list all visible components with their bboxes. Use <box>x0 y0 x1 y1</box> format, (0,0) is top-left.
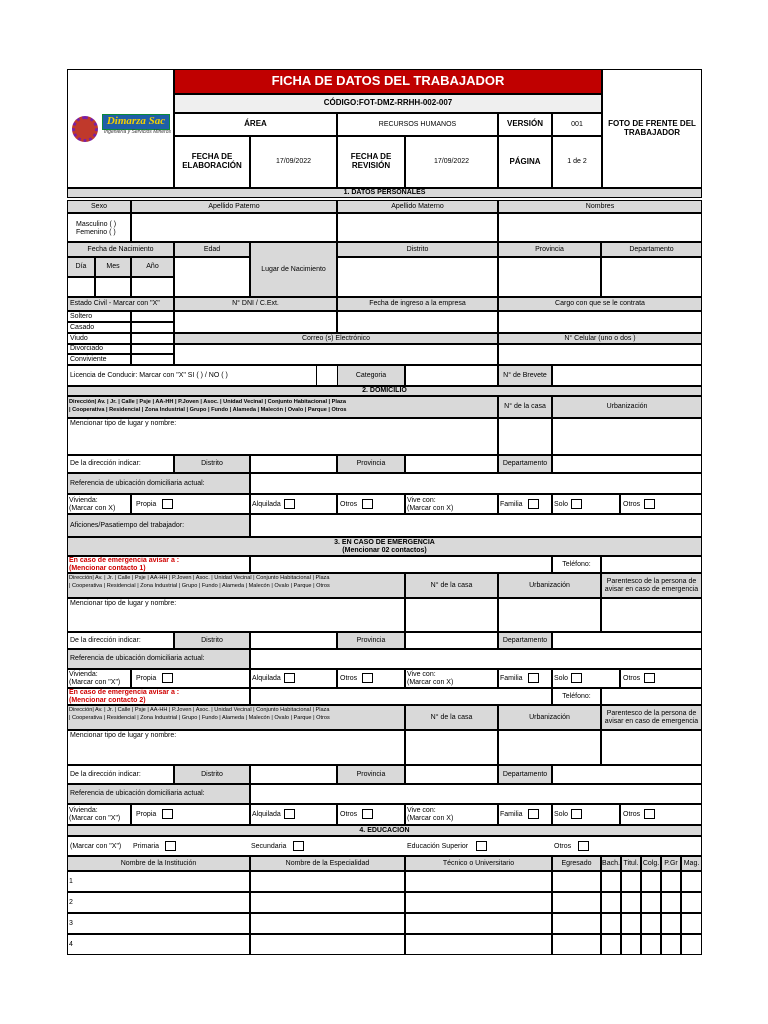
edu-superior-label: Educación Superior <box>407 843 469 850</box>
casado-label: Casado <box>67 322 131 333</box>
edu-row-2-cell-7[interactable] <box>641 892 661 913</box>
c1-propia-label: Propia <box>136 675 157 682</box>
contacto1-name-field[interactable] <box>250 556 552 573</box>
correo-header: Correo (s) Electrónico <box>174 333 498 344</box>
c2-solo-checkbox[interactable] <box>571 809 582 819</box>
dom-mencionar-field[interactable]: Mencionar tipo de lugar y nombre: <box>67 418 498 455</box>
edu-row-3-institucion[interactable] <box>67 913 250 934</box>
company-logo <box>72 114 170 144</box>
edu-row-1-cell-7[interactable] <box>641 871 661 892</box>
dom-provincia-field[interactable] <box>405 455 498 473</box>
c2-dir-line2: | Cooperativa | Residencial | Zona Industrial | Grupo | Fundo | Alameda | Malecón | Ovalo | Parque | Otros <box>69 715 330 721</box>
apellido-paterno-header: Apellido Paterno <box>131 200 337 213</box>
dom-otros <box>337 494 405 514</box>
c2-parentesco-field[interactable] <box>601 730 702 765</box>
c2-provincia-field[interactable] <box>405 765 498 784</box>
c2-solo-label: Solo <box>554 811 569 818</box>
c2-propia <box>131 804 250 825</box>
c2-parentesco-header: Parentesco de la persona de avisar en caso de emergencia <box>601 705 702 730</box>
edu-marcar-text: (Marcar con "X") <box>70 843 122 850</box>
c1-urbanizacion-header: Urbanización <box>498 573 601 598</box>
edu-row-2-institucion[interactable] <box>67 892 250 913</box>
section-emergencia-title <box>67 537 702 556</box>
femenino-option[interactable]: Femenino ( ) <box>76 229 116 236</box>
divorciado-check[interactable] <box>131 344 174 354</box>
dom-vive-marcar-text: (Marcar con X) <box>407 505 454 512</box>
dom-urbanizacion-field[interactable] <box>552 418 702 455</box>
nombres-header: Nombres <box>498 200 702 213</box>
c1-parentesco-field[interactable] <box>601 598 702 632</box>
c1-mencionar-field[interactable]: Mencionar tipo de lugar y nombre: <box>67 598 405 632</box>
mes-field[interactable] <box>95 277 131 297</box>
dom-solo-label: Solo <box>554 501 569 508</box>
c2-distrito-label: Distrito <box>174 765 250 784</box>
edu-secundaria-checkbox[interactable] <box>293 841 304 851</box>
logo-banner: Dimarza Sac <box>102 114 170 130</box>
emergencia-title: 3. EN CASO DE EMERGENCIA <box>334 538 435 546</box>
c1-referencia-field[interactable] <box>250 649 702 669</box>
edu-titul-header: Titul. <box>621 856 641 871</box>
c2-vivienda <box>67 804 131 825</box>
dom-otros2 <box>620 494 702 514</box>
edu-row-2-cell-2[interactable] <box>250 892 405 913</box>
c1-dir-line1: Dirección| Av. | Jr. | Calle | Psje | AA-HH | P.Joven | Asoc. | Unidad Vecinal | Conjunto Habitacional | Plaza <box>69 575 330 581</box>
c1-dir-line2: | Cooperativa | Residencial | Zona Industrial | Grupo | Fundo | Alameda | Malecón | Ovalo | Parque | Otros <box>69 583 330 589</box>
c2-vive-marcar-text: (Marcar con X) <box>407 815 454 822</box>
departamento-field[interactable] <box>601 257 702 297</box>
c1-departamento-field[interactable] <box>552 632 702 649</box>
fecha-ingreso-field[interactable] <box>337 311 498 333</box>
c1-propia <box>131 669 250 688</box>
c2-nro-casa-header: N° de la casa <box>405 705 498 730</box>
soltero-check[interactable] <box>131 311 174 322</box>
c1-solo-label: Solo <box>554 675 569 682</box>
viudo-check[interactable] <box>131 333 174 344</box>
edu-row-number: 3 <box>69 920 73 927</box>
dom-propia-label: Propia <box>136 501 157 508</box>
c2-familia-label: Familia <box>500 811 523 818</box>
edu-row-1-cell-3[interactable] <box>405 871 552 892</box>
dom-alquilada <box>250 494 337 514</box>
area-label: ÁREA <box>174 113 337 136</box>
c2-propia-checkbox[interactable] <box>162 809 173 819</box>
logo-cell <box>67 69 174 188</box>
nombres-field[interactable] <box>498 213 702 242</box>
c2-nro-casa-field[interactable] <box>405 730 498 765</box>
celular-field[interactable] <box>498 344 702 365</box>
contacto1-line1: En caso de emergencia avisar a : <box>69 557 180 564</box>
edu-secundaria-label: Secundaria <box>251 843 287 850</box>
form-code: CÓDIGO:FOT-DMZ-RRHH-002-007 <box>174 94 602 113</box>
dom-referencia-label: Referencia de ubicación domiciliaria actual: <box>67 473 250 494</box>
dom-otros-label: Otros <box>340 501 358 508</box>
c1-otros2 <box>620 669 702 688</box>
c1-vivienda-text: Vivienda: <box>69 671 98 678</box>
edu-row-4-institucion[interactable] <box>67 934 250 955</box>
c1-referencia-label: Referencia de ubicación domiciliaria actual: <box>67 649 250 669</box>
c1-otros2-checkbox[interactable] <box>644 673 655 683</box>
c2-familia-checkbox[interactable] <box>528 809 539 819</box>
c1-provincia-field[interactable] <box>405 632 498 649</box>
c2-otros-checkbox[interactable] <box>362 809 373 819</box>
c2-referencia-field[interactable] <box>250 784 702 804</box>
edu-primaria-label: Primaria <box>133 843 160 850</box>
c2-de-la-dir: De la dirección indicar: <box>67 765 174 784</box>
dom-vivienda-text: Vivienda: <box>69 497 98 504</box>
edu-row-3-cell-4[interactable] <box>552 913 601 934</box>
edu-tecnico-header: Técnico o Universitario <box>405 856 552 871</box>
dni-field[interactable] <box>174 311 337 333</box>
aficiones-label: Aficiones/Pasatiempo del trabajador: <box>67 514 250 537</box>
contacto2-telefono-label: Teléfono: <box>552 688 601 705</box>
dom-departamento-label: Departamento <box>498 455 552 473</box>
dom-nro-casa-field[interactable] <box>498 418 552 455</box>
section-domicilio-title: 2. DOMICILIO <box>67 386 702 396</box>
dom-marcar-text: (Marcar con X) <box>69 505 116 512</box>
dir-types-line1: Dirección| Av. | Jr. | Calle | Psje | AA-HH | P.Joven | Asoc. | Unidad Vecinal | Conjunto Habitacional | Plaza <box>69 399 346 405</box>
edu-row-2-cell-3[interactable] <box>405 892 552 913</box>
c2-departamento-label: Departamento <box>498 765 552 784</box>
dom-distrito-label: Distrito <box>174 455 250 473</box>
c1-distrito-label: Distrito <box>174 632 250 649</box>
edu-row-1-cell-2[interactable] <box>250 871 405 892</box>
dni-header: N° DNI / C.Ext. <box>174 297 337 311</box>
celular-header: N° Celular (uno o dos ) <box>498 333 702 344</box>
sexo-field[interactable] <box>67 213 131 242</box>
edu-levels <box>67 836 702 856</box>
c2-vive-con-text: Vive con: <box>407 807 436 814</box>
lugar-nac-label: Lugar de Nacimiento <box>250 242 337 297</box>
contacto2-label <box>67 688 250 705</box>
fecha-nac-header: Fecha de Nacimiento <box>67 242 174 257</box>
edu-row-4-cell-9[interactable] <box>681 934 702 955</box>
edu-row-1-cell-5[interactable] <box>601 871 621 892</box>
dom-propia <box>131 494 250 514</box>
c1-urbanizacion-field[interactable] <box>498 598 601 632</box>
edu-row-4-cell-2[interactable] <box>250 934 405 955</box>
c2-dir-line1: Dirección| Av. | Jr. | Calle | Psje | AA-HH | P.Joven | Asoc. | Unidad Vecinal | Conjunto Habitacional | Plaza <box>69 707 330 713</box>
licencia-spacer <box>317 365 337 386</box>
dia-field[interactable] <box>67 277 95 297</box>
edu-mag-header: Mag. <box>681 856 702 871</box>
edu-superior-checkbox[interactable] <box>476 841 487 851</box>
edu-colg-header: Colg. <box>641 856 661 871</box>
edu-bach-header: Bach. <box>601 856 621 871</box>
edu-row-number: 1 <box>69 878 73 885</box>
c2-alquilada <box>250 804 337 825</box>
edu-otros-label: Otros <box>554 843 572 850</box>
divorciado-label: Divorciado <box>67 344 131 354</box>
version-value: 001 <box>552 113 602 136</box>
edu-row-4-cell-6[interactable] <box>621 934 641 955</box>
edu-row-1-cell-9[interactable] <box>681 871 702 892</box>
c2-marcar-text: (Marcar con "X") <box>69 815 121 822</box>
nro-casa-header: N° de la casa <box>498 396 552 418</box>
dom-solo-checkbox[interactable] <box>571 499 582 509</box>
c1-vivienda <box>67 669 131 688</box>
edu-row-3-cell-5[interactable] <box>601 913 621 934</box>
c1-dir-types <box>67 573 405 598</box>
edu-row-1-cell-4[interactable] <box>552 871 601 892</box>
c1-provincia-label: Provincia <box>337 632 405 649</box>
dom-referencia-field[interactable] <box>250 473 702 494</box>
dom-alquilada-checkbox[interactable] <box>284 499 295 509</box>
mes-header: Mes <box>95 257 131 277</box>
dom-provincia-label: Provincia <box>337 455 405 473</box>
dom-alquilada-label: Alquilada <box>252 501 281 508</box>
c1-vive-con <box>405 669 498 688</box>
c2-vive-con <box>405 804 498 825</box>
section-personal-title: 1. DATOS PERSONALES <box>67 188 702 198</box>
edu-row-3-cell-3[interactable] <box>405 913 552 934</box>
edu-row-3-cell-9[interactable] <box>681 913 702 934</box>
cargo-field[interactable] <box>498 311 702 333</box>
c1-distrito-field[interactable] <box>250 632 337 649</box>
emergencia-subtitle: (Mencionar 02 contactos) <box>342 546 427 554</box>
departamento-header: Departamento <box>601 242 702 257</box>
apellido-materno-header: Apellido Materno <box>337 200 498 213</box>
c2-referencia-label: Referencia de ubicación domiciliaria actual: <box>67 784 250 804</box>
c1-alquilada <box>250 669 337 688</box>
c2-alquilada-label: Alquilada <box>252 811 281 818</box>
edu-row-1-cell-8[interactable] <box>661 871 681 892</box>
c1-marcar-text: (Marcar con "X") <box>69 679 121 686</box>
fecha-ingreso-header: Fecha de ingreso a la empresa <box>337 297 498 311</box>
c2-alquilada-checkbox[interactable] <box>284 809 295 819</box>
c1-nro-casa-header: N° de la casa <box>405 573 498 598</box>
contacto1-line2: (Mencionar contacto 1) <box>69 565 146 572</box>
edu-row-2-cell-4[interactable] <box>552 892 601 913</box>
distrito-field[interactable] <box>337 257 498 297</box>
edu-row-4-cell-4[interactable] <box>552 934 601 955</box>
contacto1-label <box>67 556 250 573</box>
dom-familia-checkbox[interactable] <box>528 499 539 509</box>
c2-mencionar-field[interactable]: Mencionar tipo de lugar y nombre: <box>67 730 405 765</box>
dom-de-la-dir: De la dirección indicar: <box>67 455 174 473</box>
edu-pgr-header: P.Gr <box>661 856 681 871</box>
c1-parentesco-header: Parentesco de la persona de avisar en caso de emergencia <box>601 573 702 598</box>
c2-otros <box>337 804 405 825</box>
c2-otros-label: Otros <box>340 811 358 818</box>
dom-familia-label: Familia <box>500 501 523 508</box>
dom-vive-con-text: Vive con: <box>407 497 436 504</box>
edu-especialidad-header: Nombre de la Especialidad <box>250 856 405 871</box>
dia-header: Día <box>67 257 95 277</box>
c1-solo <box>552 669 620 688</box>
c1-familia-label: Familia <box>500 675 523 682</box>
c1-solo-checkbox[interactable] <box>571 673 582 683</box>
c1-otros <box>337 669 405 688</box>
edu-row-3-cell-2[interactable] <box>250 913 405 934</box>
edu-row-number: 2 <box>69 899 73 906</box>
dom-vive-con <box>405 494 498 514</box>
edu-row-2-cell-5[interactable] <box>601 892 621 913</box>
edu-row-number: 4 <box>69 941 73 948</box>
elab-label: FECHA DE ELABORACIÓN <box>174 136 250 188</box>
dom-propia-checkbox[interactable] <box>162 499 173 509</box>
photo-box: FOTO DE FRENTE DEL TRABAJADOR <box>602 69 702 188</box>
apellido-materno-field[interactable] <box>337 213 498 242</box>
dom-otros-checkbox[interactable] <box>362 499 373 509</box>
contacto1-telefono-label: Teléfono: <box>552 556 601 573</box>
page-label: PÁGINA <box>498 136 552 188</box>
c2-familia <box>498 804 552 825</box>
dom-vivienda-label <box>67 494 131 514</box>
page-value: 1 de 2 <box>552 136 602 188</box>
c2-urbanizacion-field[interactable] <box>498 730 601 765</box>
c1-propia-checkbox[interactable] <box>162 673 173 683</box>
edu-row-3-cell-6[interactable] <box>621 913 641 934</box>
dir-types <box>67 396 498 418</box>
provincia-field[interactable] <box>498 257 601 297</box>
edu-row-3-cell-7[interactable] <box>641 913 661 934</box>
logo-subtitle: Ingeniería y Servicios Mineros <box>104 129 171 135</box>
c2-provincia-label: Provincia <box>337 765 405 784</box>
cargo-header: Cargo con que se le contrata <box>498 297 702 311</box>
categoria-field[interactable] <box>405 365 498 386</box>
urbanizacion-header: Urbanización <box>552 396 702 418</box>
estado-civil-header: Estado Civil - Marcar con "X" <box>67 297 174 311</box>
provincia-header: Provincia <box>498 242 601 257</box>
anio-header: Año <box>131 257 174 277</box>
dom-distrito-field[interactable] <box>250 455 337 473</box>
c1-otros-label: Otros <box>340 675 358 682</box>
rev-value: 17/09/2022 <box>405 136 498 188</box>
c1-alquilada-checkbox[interactable] <box>284 673 295 683</box>
brevete-label: N° de Brevete <box>498 365 552 386</box>
c2-vivienda-text: Vivienda: <box>69 807 98 814</box>
dir-types-line2: | Cooperativa | Residencial | Zona Industrial | Grupo | Fundo | Alameda | Malecón | Ovalo | Parque | Otros <box>69 407 347 413</box>
contacto2-line1: En caso de emergencia avisar a : <box>69 689 180 696</box>
edu-institucion-header: Nombre de la Institución <box>67 856 250 871</box>
c2-otros2 <box>620 804 702 825</box>
c2-distrito-field[interactable] <box>250 765 337 784</box>
c1-departamento-label: Departamento <box>498 632 552 649</box>
c1-alquilada-label: Alquilada <box>252 675 281 682</box>
rev-label: FECHA DE REVISIÓN <box>337 136 405 188</box>
edu-row-4-cell-7[interactable] <box>641 934 661 955</box>
categoria-label: Categoria <box>337 365 405 386</box>
c2-otros2-checkbox[interactable] <box>644 809 655 819</box>
correo-field[interactable] <box>174 344 498 365</box>
licencia-label: Licencia de Conducir: Marcar con "X" SI ( ) / NO ( ) <box>67 365 317 386</box>
dom-familia <box>498 494 552 514</box>
edu-row-4-cell-3[interactable] <box>405 934 552 955</box>
form-title: FICHA DE DATOS DEL TRABAJADOR <box>174 69 602 94</box>
contacto2-telefono-field[interactable] <box>601 688 702 705</box>
edu-row-4-cell-8[interactable] <box>661 934 681 955</box>
c1-familia-checkbox[interactable] <box>528 673 539 683</box>
conviviente-label: Conviviente <box>67 354 131 365</box>
contacto2-line2: (Mencionar contacto 2) <box>69 697 146 704</box>
edu-egresado-header: Egresado <box>552 856 601 871</box>
c2-urbanizacion-header: Urbanización <box>498 705 601 730</box>
aficiones-field[interactable] <box>250 514 702 537</box>
c1-familia <box>498 669 552 688</box>
brevete-field[interactable] <box>552 365 702 386</box>
conviviente-check[interactable] <box>131 354 174 365</box>
edu-primaria-checkbox[interactable] <box>165 841 176 851</box>
area-value: RECURSOS HUMANOS <box>337 113 498 136</box>
distrito-header: Distrito <box>337 242 498 257</box>
edad-field[interactable] <box>174 257 250 297</box>
c1-vive-con-text: Vive con: <box>407 671 436 678</box>
c1-otros-checkbox[interactable] <box>362 673 373 683</box>
edu-otros-checkbox[interactable] <box>578 841 589 851</box>
dom-otros2-label: Otros <box>623 501 641 508</box>
edu-row-2-cell-6[interactable] <box>621 892 641 913</box>
edad-header: Edad <box>174 242 250 257</box>
edu-row-2-cell-8[interactable] <box>661 892 681 913</box>
edu-row-3-cell-8[interactable] <box>661 913 681 934</box>
section-educacion-title: 4. EDUCACIÓN <box>67 825 702 836</box>
soltero-label: Soltero <box>67 311 131 322</box>
c2-otros2-label: Otros <box>623 811 641 818</box>
c2-propia-label: Propia <box>136 811 157 818</box>
contacto2-name-field[interactable] <box>250 688 552 705</box>
edu-row-4-cell-5[interactable] <box>601 934 621 955</box>
edu-row-1-institucion[interactable] <box>67 871 250 892</box>
dom-otros2-checkbox[interactable] <box>644 499 655 509</box>
c2-solo <box>552 804 620 825</box>
c2-dir-types <box>67 705 405 730</box>
casado-check[interactable] <box>131 322 174 333</box>
apellido-paterno-field[interactable] <box>131 213 337 242</box>
masculino-option[interactable]: Masculino ( ) <box>76 221 117 228</box>
anio-field[interactable] <box>131 277 174 297</box>
edu-row-2-cell-9[interactable] <box>681 892 702 913</box>
c1-vive-marcar-text: (Marcar con X) <box>407 679 454 686</box>
dom-departamento-field[interactable] <box>552 455 702 473</box>
c2-departamento-field[interactable] <box>552 765 702 784</box>
version-label: VERSIÓN <box>498 113 552 136</box>
contacto1-telefono-field[interactable] <box>601 556 702 573</box>
dom-solo <box>552 494 620 514</box>
sexo-header: Sexo <box>67 200 131 213</box>
c1-otros2-label: Otros <box>623 675 641 682</box>
edu-row-1-cell-6[interactable] <box>621 871 641 892</box>
c1-de-la-dir: De la dirección indicar: <box>67 632 174 649</box>
gear-icon <box>72 116 98 142</box>
viudo-label: Viudo <box>67 333 131 344</box>
elab-value: 17/09/2022 <box>250 136 337 188</box>
c1-nro-casa-field[interactable] <box>405 598 498 632</box>
